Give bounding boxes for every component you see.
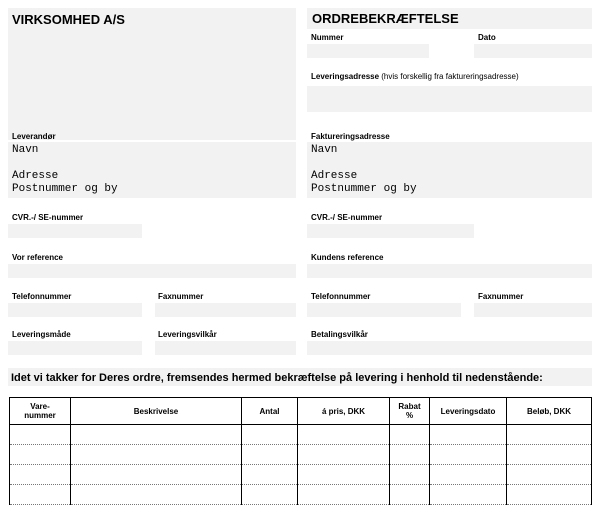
- table-row[interactable]: [10, 465, 592, 485]
- fax-left-field[interactable]: [155, 303, 296, 317]
- betalingsvilkar-label: Betalingsvilkår: [311, 330, 368, 339]
- kundens-reference-field[interactable]: [307, 264, 592, 278]
- cvr-left-label: CVR.-/ SE-nummer: [12, 213, 84, 222]
- leveringsadresse-label: [311, 72, 519, 81]
- col-rabat: Rabat %: [390, 398, 430, 425]
- col-leveringsdato: Leveringsdato: [430, 398, 507, 425]
- cvr-right-label: CVR.-/ SE-nummer: [311, 213, 383, 222]
- kundens-reference-label: Kundens reference: [311, 253, 384, 262]
- telefon-left-field[interactable]: [8, 303, 142, 317]
- dato-label: Dato: [478, 33, 496, 42]
- company-box: [8, 8, 296, 140]
- items-table: [9, 397, 592, 505]
- cvr-left-field[interactable]: [8, 224, 142, 238]
- nummer-label: Nummer: [311, 33, 344, 42]
- cvr-right-field[interactable]: [307, 224, 474, 238]
- nummer-field[interactable]: [307, 44, 429, 58]
- leveringsadresse-label-text: Leveringsadresse: [311, 72, 380, 81]
- col-belob: Beløb, DKK: [507, 398, 592, 425]
- col-antal: Antal: [242, 398, 298, 425]
- telefon-right-label: Telefonnummer: [311, 292, 371, 301]
- table-row[interactable]: [10, 425, 592, 445]
- leverandor-label: Leverandør: [12, 132, 56, 141]
- dato-field[interactable]: [474, 44, 592, 58]
- page-title: ORDREBEKRÆFTELSE: [312, 11, 459, 26]
- col-varenummer: Vare- nummer: [10, 398, 71, 425]
- col-a-pris: á pris, DKK: [298, 398, 390, 425]
- leveringsvilkar-label: Leveringsvilkår: [158, 330, 217, 339]
- leveringsmade-field[interactable]: [8, 341, 142, 355]
- table-row[interactable]: [10, 485, 592, 505]
- faktura-address: Navn Adresse Postnummer og by: [311, 144, 417, 195]
- leveringsadresse-field[interactable]: [307, 86, 592, 112]
- fax-right-field[interactable]: [474, 303, 592, 317]
- items-header-row: [10, 398, 592, 425]
- company-name: VIRKSOMHED A/S: [12, 12, 125, 27]
- thanks-text: Idet vi takker for Deres ordre, fremsendes hermed bekræftelse på levering i henhold til nedenstående:: [11, 372, 543, 384]
- table-row[interactable]: [10, 445, 592, 465]
- leveringsadresse-note: (hvis forskellig fra faktureringsadresse): [379, 72, 519, 81]
- betalingsvilkar-field[interactable]: [307, 341, 592, 355]
- vor-reference-label: Vor reference: [12, 253, 63, 262]
- telefon-left-label: Telefonnummer: [12, 292, 72, 301]
- telefon-right-field[interactable]: [307, 303, 461, 317]
- leveringsvilkar-field[interactable]: [155, 341, 296, 355]
- faktura-label: Faktureringsadresse: [311, 132, 390, 141]
- fax-left-label: Faxnummer: [158, 292, 204, 301]
- leverandor-address: Navn Adresse Postnummer og by: [12, 144, 118, 195]
- fax-right-label: Faxnummer: [478, 292, 524, 301]
- col-beskrivelse: Beskrivelse: [71, 398, 242, 425]
- leveringsmade-label: Leveringsmåde: [12, 330, 71, 339]
- vor-reference-field[interactable]: [8, 264, 296, 278]
